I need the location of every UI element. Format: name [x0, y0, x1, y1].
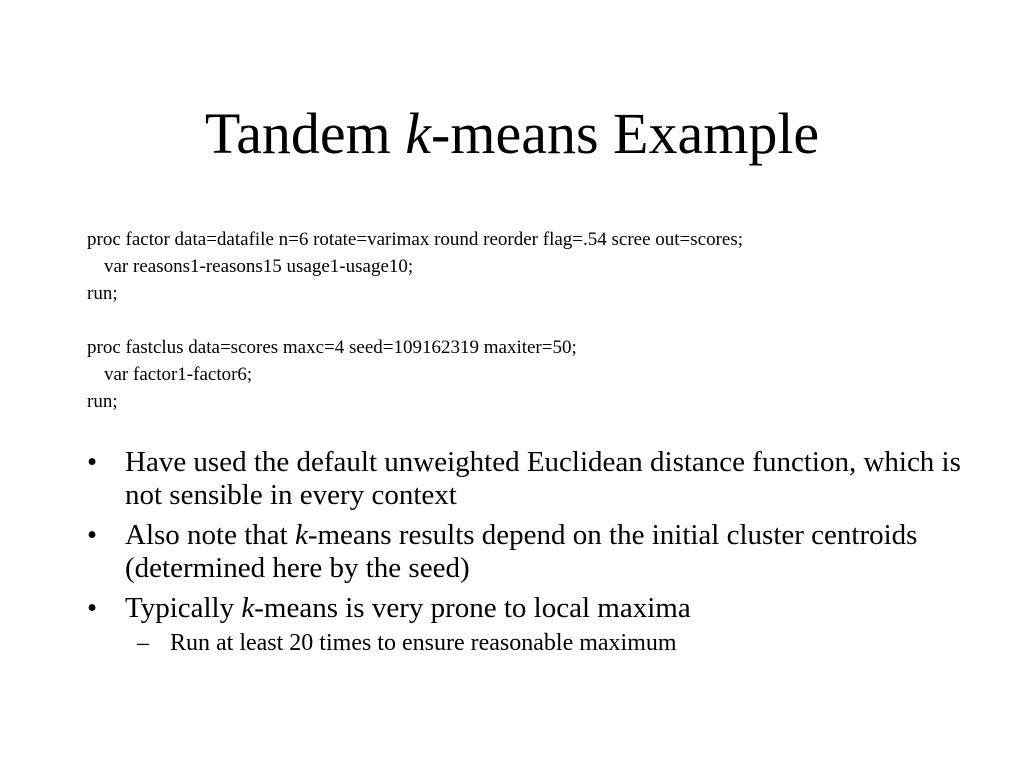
- bullet-marker: •: [87, 446, 98, 478]
- bullet-item: [87, 519, 967, 585]
- code-line: proc fastclus data=scores maxc=4 seed=109162319 maxiter=50;: [87, 337, 577, 358]
- bullet-text-before: Also note that: [125, 519, 295, 551]
- bullet-text-after: -means is very prone to local maxima: [254, 592, 691, 624]
- code-line: run;: [87, 283, 118, 304]
- bullet-item: [87, 446, 967, 512]
- bullet-list: [87, 446, 967, 658]
- code-gap: [87, 307, 743, 334]
- bullet-marker: •: [87, 592, 98, 624]
- bullet-item: [87, 592, 967, 625]
- code-line: proc factor data=datafile n=6 rotate=varimax round reorder flag=.54 scree out=scores;: [87, 229, 744, 250]
- code-line: run;: [87, 391, 118, 412]
- bullet-marker: •: [87, 519, 98, 551]
- bullet-text: Have used the default unweighted Euclidean distance function, which is not sensible in every context: [125, 446, 961, 511]
- sub-bullet-marker: –: [137, 630, 149, 656]
- code-line: var factor1-factor6;: [104, 364, 253, 385]
- title-text-before: Tandem: [204, 101, 406, 166]
- code-block: [87, 226, 743, 415]
- sub-bullet-text: Run at least 20 times to ensure reasonable maximum: [170, 630, 677, 656]
- bullet-italic-k: k: [241, 592, 255, 624]
- bullet-text-after: -means results depend on the initial cluster centroids (determined here by the seed): [125, 519, 918, 584]
- slide-title: [0, 98, 1024, 170]
- title-italic-k: k: [405, 101, 432, 166]
- title-text-after: -means Example: [431, 101, 820, 166]
- bullet-text-before: Typically: [125, 592, 242, 624]
- bullet-italic-k: k: [294, 519, 308, 551]
- sub-bullet-item: [87, 628, 967, 658]
- code-line: var reasons1-reasons15 usage1-usage10;: [104, 256, 414, 277]
